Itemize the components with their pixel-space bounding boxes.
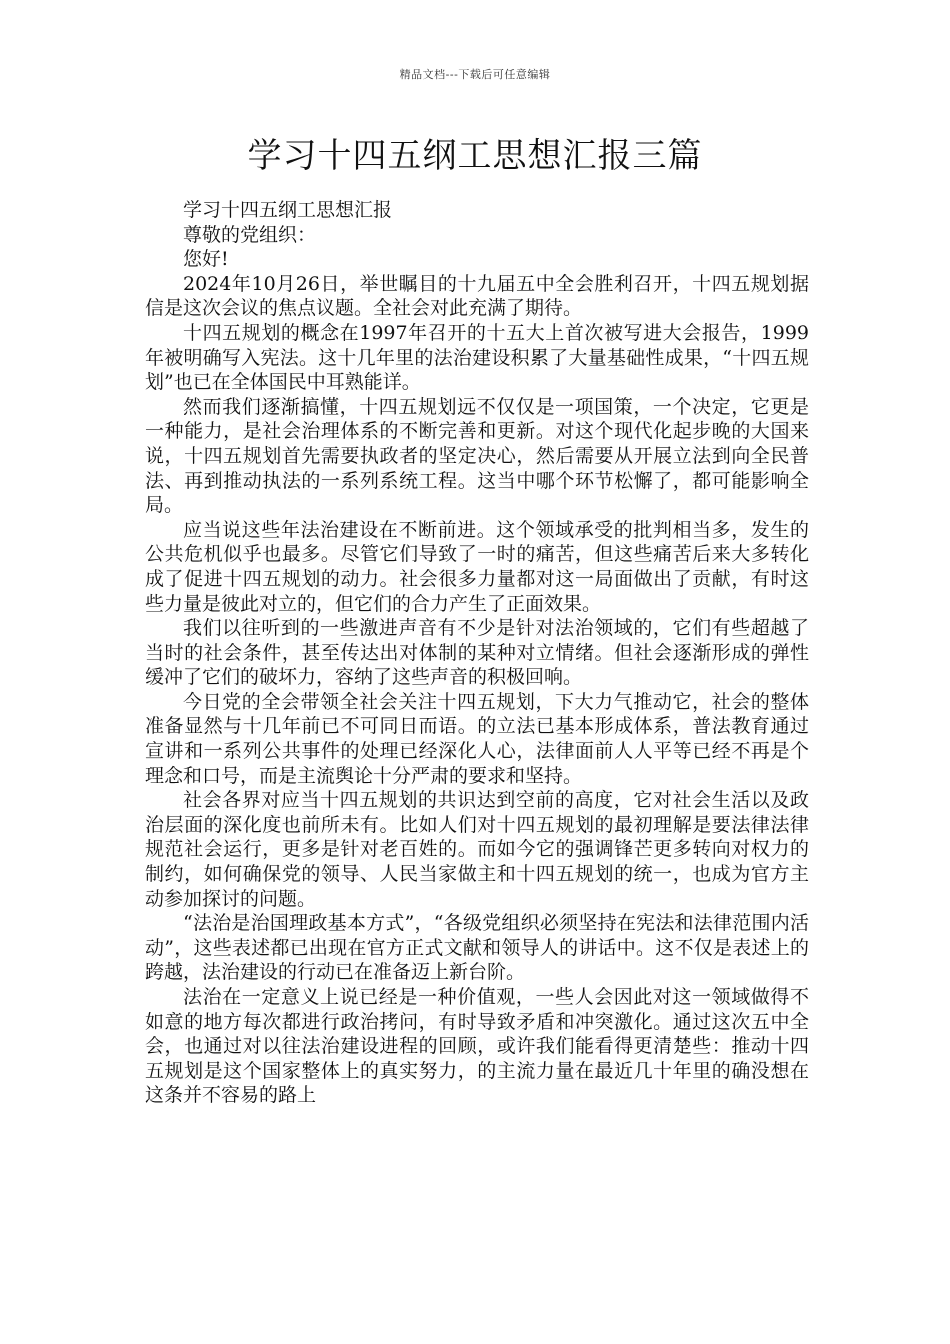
- body-paragraph: 2024年10月26日，举世瞩目的十九届五中全会胜利召开，十四五规划据信是这次会议的焦点议题。全社会对此充满了期待。: [145, 272, 809, 320]
- body-paragraph: 十四五规划的概念在1997年召开的十五大上首次被写进大会报告，1999年被明确写入宪法。这十几年里的法治建设积累了大量基础性成果，“十四五规划”也已在全体国民中耳熟能详。: [145, 321, 809, 394]
- subtitle-paragraph: 学习十四五纲工思想汇报: [183, 199, 393, 221]
- body-paragraph: “法治是治国理政基本方式”，“各级党组织必须坚持在宪法和法律范围内活动”，这些表述都已出现在官方正式文献和领导人的讲话中。这不仅是表述上的跨越，法治建设的行动已在准备迈上新台阶。: [145, 912, 809, 984]
- page-header-note: 精品文档---下载后可任意编辑: [399, 68, 551, 81]
- body-paragraph: 然而我们逐渐搞懂，十四五规划远不仅仅是一项国策，一个决定，它更是一种能力，是社会治理体系的不断完善和更新。对这个现代化起步晚的大国来说，十四五规划首先需要执政者的坚定决心，然后需要从开展立法到向全民普法、再到推动执法的一系列系统工程。这当中哪个环节松懈了，都可能影响全局。: [145, 395, 809, 517]
- document-body: [145, 198, 809, 1108]
- greeting-paragraph: 您好!: [183, 248, 229, 271]
- body-paragraph: 应当说这些年法治建设在不断前进。这个领域承受的批判相当多，发生的公共危机似乎也最多。尽管它们导致了一时的痛苦，但这些痛苦后来大多转化成了促进十四五规划的动力。社会很多力量都对这一局面做出了贡献，有时这些力量是彼此对立的，但它们的合力产生了正面效果。: [145, 518, 809, 615]
- body-paragraph: 今日党的全会带领全社会关注十四五规划，下大力气推动它，社会的整体准备显然与十几年前已不可同日而语。的立法已基本形成体系，普法教育通过宣讲和一系列公共事件的处理已经深化人心，法律面前人人平等已经不再是个理念和口号，而是主流舆论十分严肃的要求和坚持。: [145, 690, 809, 787]
- body-paragraph: 法治在一定意义上说已经是一种价值观，一些人会因此对这一领域做得不如意的地方每次都进行政治拷问，有时导致矛盾和冲突激化。通过这次五中全会，也通过对以往法治建设进程的回顾，或许我们能看得更清楚些：推动十四五规划是这个国家整体上的真实努力，的主流力量在最近几十年里的确没想在这条并不容易的路上: [145, 986, 809, 1107]
- body-paragraph: 社会各界对应当十四五规划的共识达到空前的高度，它对社会生活以及政治层面的深化度也前所未有。比如人们对十四五规划的最初理解是要法律法律规范社会运行，更多是针对老百姓的。而如今它的强调锋芒更多转向对权力的制约，如何确保党的领导、人民当家做主和十四五规划的统一，也成为官方主动参加探讨的问题。: [145, 789, 809, 910]
- salutation-paragraph: 尊敬的党组织：: [183, 223, 317, 246]
- body-paragraph: 我们以往听到的一些激进声音有不少是针对法治领域的，它们有些超越了当时的社会条件，甚至传达出对体制的某种对立情绪。但社会逐渐形成的弹性缓冲了它们的破坏力，容纳了这些声音的积极回响。: [145, 617, 809, 689]
- document-title: 学习十四五纲工思想汇报三篇: [247, 136, 703, 176]
